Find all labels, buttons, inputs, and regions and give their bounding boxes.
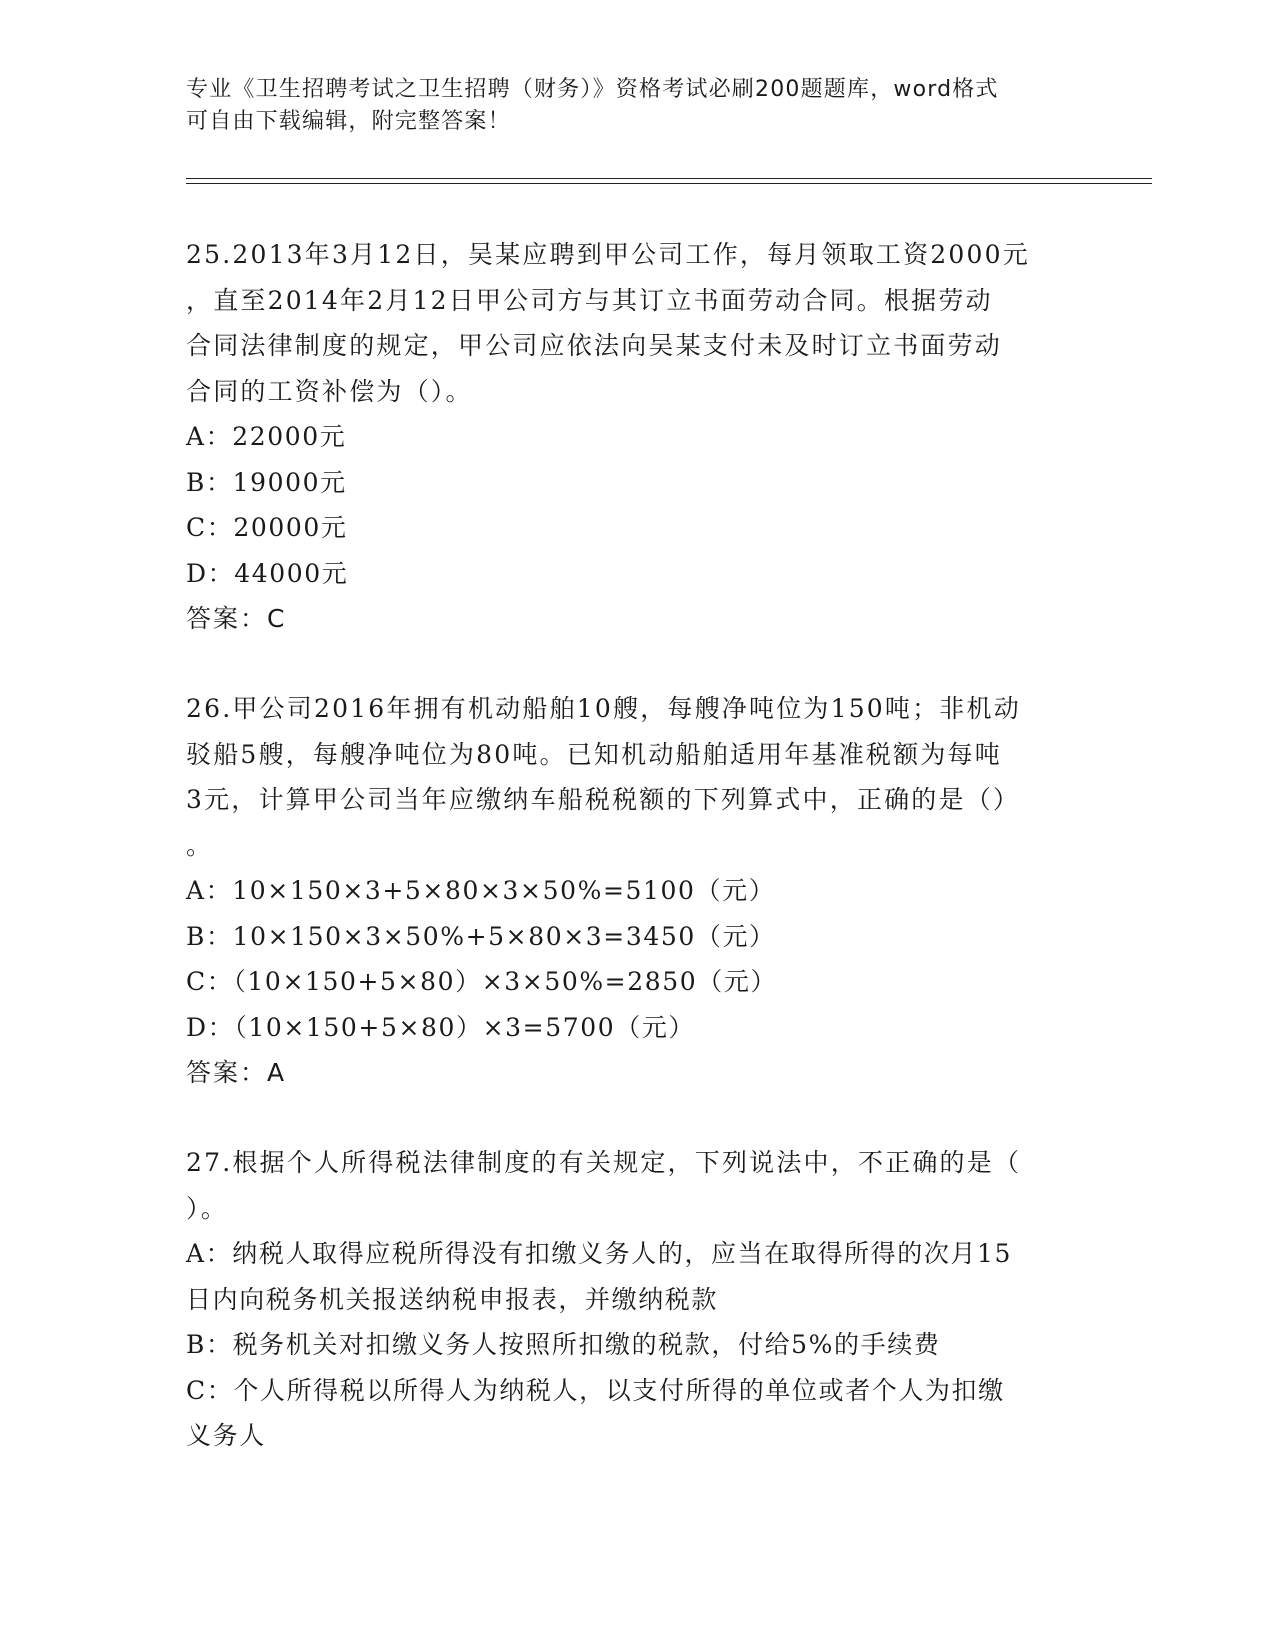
option-d: D：（10×150+5×80）×3=5700（元） [186,1012,696,1042]
header-line-2: 可自由下载编辑，附完整答案！ [186,109,511,134]
answer-line: 答案：C [186,604,287,633]
option-c-continued: 义务人 [186,1421,266,1450]
question-stem-line: 合同法律制度的规定，甲公司应依法向吴某支付未及时订立书面劳动 [186,331,1003,360]
option-c: C：（10×150+5×80）×3×50%=2850（元） [186,967,778,996]
question-stem-line: 26.甲公司2016年拥有机动船舶10艘，每艘净吨位为150吨；非机动 [186,694,1021,723]
question-stem-line: ）。 [186,1193,228,1223]
header-line-1: 专业《卫生招聘考试之卫生招聘（财务）》资格考试必刷200题题库，word格式 [186,77,999,102]
question-27 [186,1140,1086,1459]
header-divider-bottom [186,183,1152,184]
question-stem-line: 驳船5艘，每艘净吨位为80吨。已知机动船舶适用年基准税额为每吨 [186,739,1002,769]
option-a: A：22000元 [186,422,347,451]
header-divider-top [186,178,1152,179]
option-b: B：税务机关对扣缴义务人按照所扣缴的税款，付给5%的手续费 [186,1330,941,1359]
question-25 [186,232,1086,642]
question-stem-line: 。 [186,830,214,860]
question-stem-line: 25.2013年3月12日，吴某应聘到甲公司工作，每月领取工资2000元 [186,240,1030,269]
answer-line: 答案：A [186,1058,287,1087]
option-d: D：44000元 [186,558,349,588]
question-stem-line: 合同的工资补偿为（）。 [186,376,473,406]
document-header [186,74,1086,138]
question-stem-line: ，直至2014年2月12日甲公司方与其订立书面劳动合同。根据劳动 [186,285,993,315]
option-b: B：19000元 [186,467,347,497]
option-a-continued: 日内向税务机关报送纳税申报表，并缴纳税款 [186,1284,719,1314]
option-a: A：纳税人取得应税所得没有扣缴义务人的，应当在取得所得的次月15 [186,1239,1013,1268]
question-stem-line: 27.根据个人所得税法律制度的有关规定，下列说法中，不正确的是（ [186,1148,1022,1177]
option-c: C：20000元 [186,513,348,542]
option-c: C：个人所得税以所得人为纳税人，以支付所得的单位或者个人为扣缴 [186,1375,1005,1405]
option-a: A：10×150×3+5×80×3×50%=5100（元） [186,876,776,905]
question-26 [186,686,1086,1096]
option-b: B：10×150×3×50%+5×80×3=3450（元） [186,921,776,951]
question-stem-line: 3元，计算甲公司当年应缴纳车船税税额的下列算式中，正确的是（） [186,785,1021,814]
